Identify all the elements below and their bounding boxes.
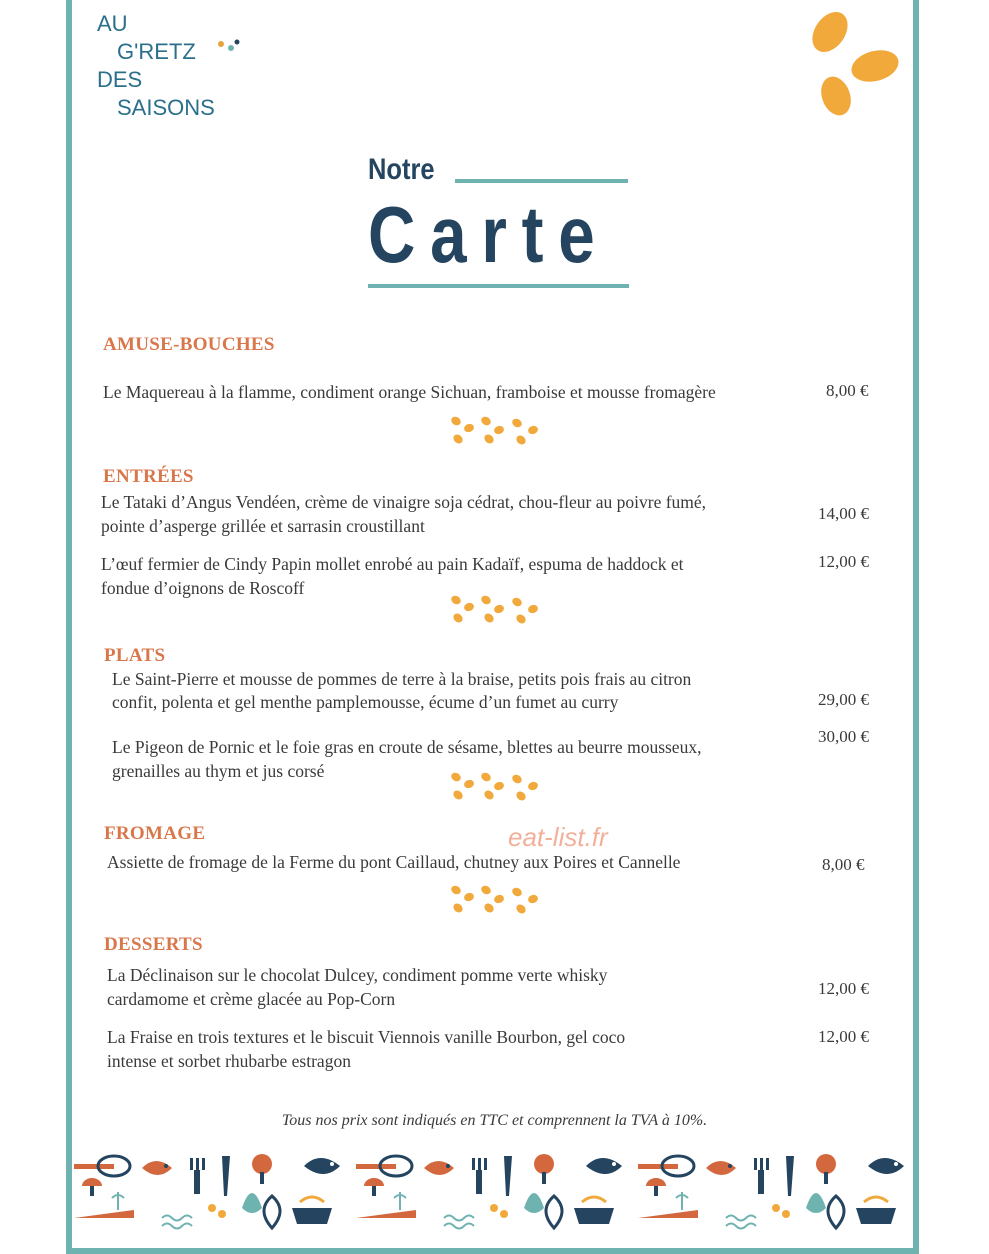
price-saint-pierre: 29,00 €	[818, 690, 869, 709]
section-title-entrees: ENTRÉES	[103, 466, 194, 487]
dish-tataki-line1: Le Tataki d’Angus Vendéen, crème de vinaigre soja cédrat, chou-fleur au poivre fumé,	[101, 492, 707, 512]
dish-fromage: Assiette de fromage de la Ferme du pont Caillaud, chutney aux Poires et Cannelle	[107, 852, 681, 872]
dish-saint-pierre-line1: Le Saint-Pierre et mousse de pommes de terre à la braise, petits pois frais au citron	[112, 669, 692, 689]
dish-fraise-line1: La Fraise en trois textures et le biscuit Viennois vanille Bourbon, gel coco	[107, 1027, 626, 1047]
dish-maquereau: Le Maquereau à la flamme, condiment orange Sichuan, framboise et mousse fromagère	[103, 382, 716, 402]
dish-oeuf-line1: L’œuf fermier de Cindy Papin mollet enrobé au pain Kadaïf, espuma de haddock et	[101, 554, 684, 574]
dot-divider-icon	[449, 594, 547, 628]
price-oeuf: 12,00 €	[818, 552, 869, 571]
dish-saint-pierre-line2: confit, polenta et gel menthe pamplemousse, écume d’un fumet au curry	[112, 692, 619, 712]
dish-tataki-line2: pointe d’asperge grillée et sarrasin croustillant	[101, 516, 425, 536]
price-maquereau: 8,00 €	[826, 381, 869, 400]
dot-divider-icon	[449, 884, 547, 918]
dish-declinaison-line2: cardamome et crème glacée au Pop-Corn	[107, 989, 396, 1009]
dot-divider-icon	[449, 415, 547, 449]
price-declinaison: 12,00 €	[818, 979, 869, 998]
brand-line-3: DES	[97, 67, 143, 92]
price-fraise: 12,00 €	[818, 1027, 869, 1046]
page-title: Carte	[368, 190, 610, 279]
section-title-desserts: DESSERTS	[104, 934, 203, 955]
price-fromage: 8,00 €	[822, 855, 865, 874]
dish-oeuf-line2: fondue d’oignons de Roscoff	[101, 578, 305, 598]
section-title-plats: PLATS	[104, 645, 166, 666]
tax-note: Tous nos prix sont indiqués en TTC et comprennent la TVA à 10%.	[281, 1112, 708, 1129]
brand-logo	[97, 10, 215, 122]
price-tataki: 14,00 €	[818, 504, 869, 523]
price-pigeon: 30,00 €	[818, 727, 869, 746]
dot-divider-icon	[449, 771, 547, 805]
section-title-fromage: FROMAGE	[104, 823, 206, 844]
dish-pigeon-line1: Le Pigeon de Pornic et le foie gras en croute de sésame, blettes au beurre mousseux,	[112, 737, 702, 757]
section-title-amuse: AMUSE-BOUCHES	[103, 334, 275, 355]
leaves-icon	[800, 8, 900, 118]
heading-underline-bottom	[368, 284, 629, 288]
logo-leaf-icon	[215, 38, 243, 62]
heading-underline-top	[455, 179, 628, 183]
dish-fraise-line2: intense et sorbet rhubarbe estragon	[107, 1051, 351, 1071]
brand-line-1: AU	[97, 11, 128, 36]
watermark: eat-list.fr	[508, 822, 608, 852]
heading-small: Notre	[368, 153, 435, 186]
brand-line-4: SAISONS	[117, 95, 215, 120]
dish-declinaison-line1: La Déclinaison sur le chocolat Dulcey, condiment pomme verte whisky	[107, 965, 608, 985]
brand-line-2: G'RETZ	[117, 39, 196, 64]
kitchen-pattern-icon	[72, 1148, 917, 1236]
dish-pigeon-line2: grenailles au thym et jus corsé	[112, 761, 325, 781]
